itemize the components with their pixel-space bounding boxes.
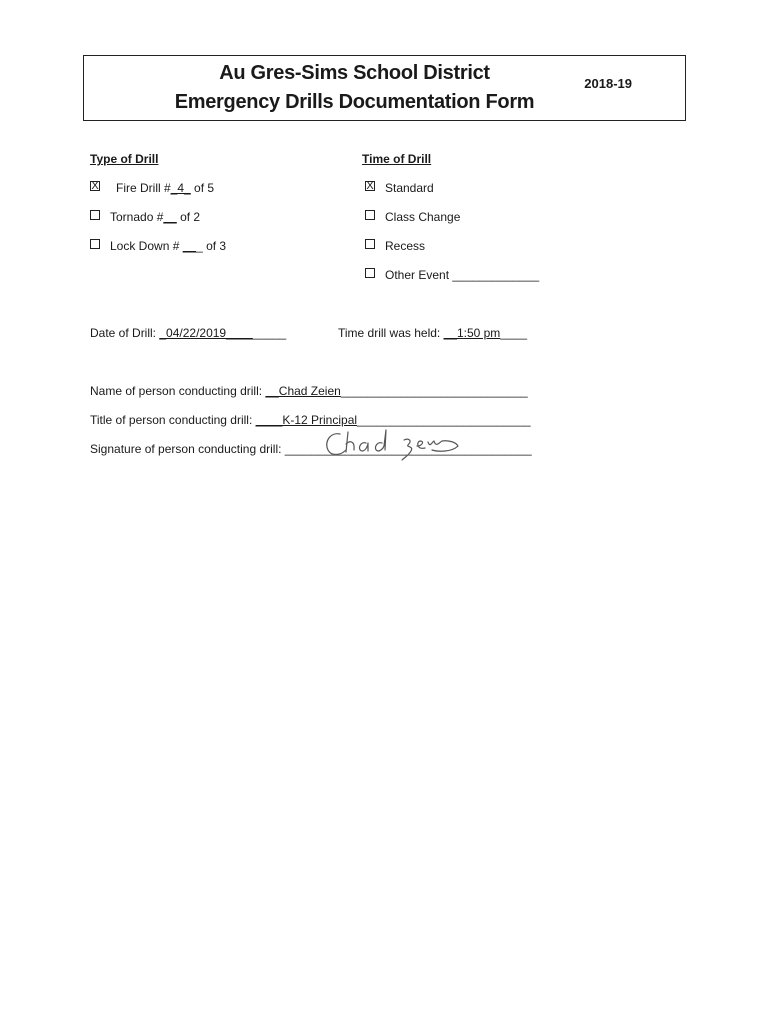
checkmark: X	[366, 180, 374, 192]
standard-label: Standard	[385, 181, 434, 195]
school-year: 2018-19	[584, 76, 632, 91]
time-trail: ____	[500, 326, 528, 340]
lockdown-label: Lock Down # ___ of 3	[110, 239, 227, 253]
tornado-label: Tornado #__ of 2	[110, 210, 201, 224]
time-held-field[interactable]	[338, 326, 527, 340]
date-trail: _____	[252, 326, 287, 340]
class-change-checkbox[interactable]	[365, 210, 375, 220]
lockdown-option[interactable]	[90, 239, 226, 253]
other-event-option[interactable]	[365, 268, 539, 282]
fire-drill-checkbox[interactable]	[90, 181, 100, 191]
signature-field[interactable]	[90, 442, 532, 456]
title-value: ____K-12 Principal	[255, 413, 358, 427]
standard-checkbox[interactable]	[365, 181, 375, 191]
class-change-option[interactable]	[365, 210, 460, 224]
title-field[interactable]	[90, 413, 531, 427]
form-title: Emergency Drills Documentation Form	[174, 91, 535, 113]
date-label: Date of Drill:	[90, 326, 160, 340]
signature-line: _____________________________________	[284, 442, 532, 456]
name-label: Name of person conducting drill:	[90, 384, 266, 398]
tornado-checkbox[interactable]	[90, 210, 100, 220]
handwritten-signature	[322, 428, 464, 464]
other-event-label: Other Event _____________	[385, 268, 540, 282]
fire-drill-label: Fire Drill #_4_ of 5	[116, 181, 215, 195]
name-value: __Chad Zeien	[265, 384, 341, 398]
recess-option[interactable]	[365, 239, 425, 253]
recess-label: Recess	[385, 239, 426, 253]
lockdown-checkbox[interactable]	[90, 239, 100, 249]
date-value: _04/22/2019____	[159, 326, 253, 340]
name-field[interactable]	[90, 384, 528, 398]
time-label: Time drill was held:	[338, 326, 444, 340]
tornado-option[interactable]	[90, 210, 200, 224]
title-trail: __________________________	[357, 413, 531, 427]
other-event-checkbox[interactable]	[365, 268, 375, 278]
checkmark: X	[91, 180, 99, 192]
standard-option[interactable]	[365, 181, 434, 195]
name-trail: ____________________________	[340, 384, 528, 398]
form-header	[83, 55, 686, 121]
type-of-drill-heading: Type of Drill	[90, 152, 159, 166]
title-label: Title of person conducting drill:	[90, 413, 256, 427]
date-of-drill-field[interactable]	[90, 326, 286, 340]
district-title: Au Gres-Sims School District	[219, 62, 490, 84]
time-value: __1:50 pm	[443, 326, 501, 340]
time-of-drill-heading: Time of Drill	[362, 152, 432, 166]
fire-drill-option[interactable]	[90, 181, 214, 195]
recess-checkbox[interactable]	[365, 239, 375, 249]
signature-label: Signature of person conducting drill:	[90, 442, 285, 456]
class-change-label: Class Change	[385, 210, 461, 224]
